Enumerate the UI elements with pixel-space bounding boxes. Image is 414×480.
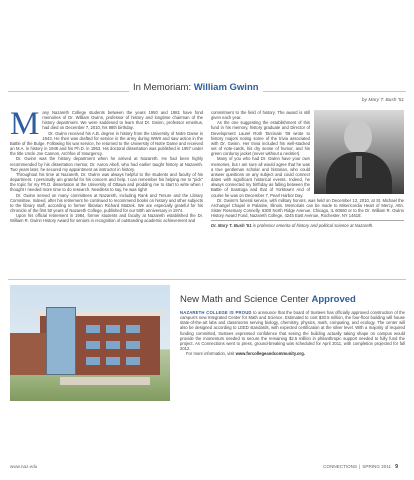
paragraph: Throughout his time at Nazareth, Dr. Gwinn was always helpful to the students and faculty of his department. I personally am grateful for his concern and help. I can remember his helping me to "pick" the topic for my Ph.D. dissertation at the University of Ottawa and prodding me to start to write when I thought I needed more time to do research. Needless to say, he was right! (10, 171, 203, 193)
author-note (211, 223, 404, 228)
footer-publication (323, 464, 398, 470)
paragraph: Dr. Gwinn served on many committees at Nazareth, including Rank and Tenure and the Library Committee. Indeed, after his retirement he continued to recommend books on history and other subjects to the library staff, according to former librarian Richard Matzek. We are especially grateful for his chronicle of the first 50 years of Nazareth College, published for our 50th anniversary in 1974. (10, 192, 203, 213)
building-window (126, 325, 140, 333)
paragraph: Many of you who had Dr. Gwinn have your own memories, but I am sure all would agree that he was a true gentleman scholar and historian, who could answer questions on any subject and could connect dates with significant historical events. Indeed, he always connected my birthday as falling between the Battle of Saratoga and that of Yorktown! And of course he was on December 7, Pearl Harbor Day. (211, 156, 310, 198)
author-note-text: is professor emerita of history and political science at Nazareth. (251, 223, 374, 229)
portrait-tie-shape (356, 156, 362, 178)
news-title (180, 294, 356, 305)
paragraph: As the one suggesting the establishment of this fund in his memory, history graduate and Director of Development Laurel Roth Tarcinale '08 wrote to history majors noting some of the trivia associated with Dr. Gwinn. Her trivia included his well-stacked set of note-cards, his dry sense of humor, and his green corduroy jacket (never without a necktie!). (211, 120, 310, 157)
building-glass-atrium (46, 307, 76, 375)
drop-cap: M (10, 106, 40, 142)
paragraph: Upon his official retirement in 1984, former students and faculty at Nazareth established the Dr. William R. Gwinn History Award for seniors in recognition of outstanding academic achievement and (10, 213, 203, 224)
building-window (106, 357, 120, 365)
paragraph: Dr. Gwinn received his A.B. degree in history from the University of Notre Dame in 1943. He then was drafted for service in the army during WWII and saw action in the Battle of the Bulge. Following his war service, he returned to the University of Notre Dame and received an M.A. in history in 1948 and his Ph.D. in 1953. His doctoral dissertation was published in 1957 under the title Uncle Joe Cannon, Archfoe of Insurgency. (10, 130, 203, 157)
page-number: 9 (395, 464, 398, 470)
author-note-name: Dr. Mary T. Bush '51 (211, 223, 252, 229)
news-title-prefix: New Math and Science Center (180, 294, 312, 305)
news-body (180, 310, 405, 356)
portrait-photo (314, 110, 404, 194)
page-footer (0, 462, 414, 474)
article-column-left (10, 106, 203, 224)
paragraph: Dr. Gwinn's funeral service, with military honors, was held on December 13, 2010, at St. Michael the Archangel Chapel in Palatine, Illinois. Memorials can be made to Misericordia Heart of Mercy, Attn. Sister Rosemary Connelly, 6300 North Ridge Avenue, Chicago, IL 60660 or to the Dr. William R. Gwinn History Award Fund, Nazareth College, 4245 East Avenue, Rochester, NY 14618. (211, 197, 404, 219)
walkway (60, 377, 150, 385)
building-window (106, 341, 120, 349)
building-rendering (10, 285, 170, 401)
news-more-prefix: For more information, visit (186, 351, 236, 357)
footer-separator: | (359, 464, 361, 469)
article-column-right (211, 110, 404, 228)
news-more-info (180, 351, 405, 356)
byline: by Mary T. Bush '51 (361, 98, 404, 103)
title-name: William Gwinn (193, 82, 259, 93)
news-title-accent: Approved (311, 294, 356, 305)
paragraph: Dr. Gwinn was the history department when he arrived at Nazareth. He had been highly recommended by his dissertation mentor, Dr. Aaron Abell, who had earlier taught history at Nazareth. Two years later, he secured my appointment as instructor in history. (10, 156, 203, 172)
footer-issue: SPRING 2011 (362, 464, 392, 469)
building-window (106, 325, 120, 333)
title-prefix: In Memoriam: (133, 82, 194, 93)
news-paragraph (180, 310, 405, 351)
building-window (86, 341, 100, 349)
section-divider (8, 279, 406, 280)
news-lead-text: to announce that the board of trustees has officially approved construction of the campus's new Integrated Center for Math and Science. Estimated to cost $30.5 million, the four-floor building will house state-of-the-art labs and classrooms serving biology, chemistry, physics, math, computing, and ecology. The center will also be designed according to LEED standards, with expected certification at the silver level. With a majority of required funding committed, trustees expressed confidence that seeing the building actually taking shape on campus would provide the momentum needed to secure the remaining $2.5 million in philanthropic support needed to fully fund the project. As Connections went to press, ground-breaking was scheduled for April 2011, with completion projected for fall 2012. (180, 310, 405, 352)
building-window (86, 325, 100, 333)
news-more-link[interactable]: www.forcollegeandcommunity.org. (235, 351, 305, 357)
article-title (129, 82, 263, 93)
news-lead-caps: NAZARETH COLLEGE IS PROUD (180, 310, 252, 315)
building-window (126, 341, 140, 349)
building-window (86, 357, 100, 365)
building-window (126, 357, 140, 365)
footer-publication-name: CONNECTIONS (323, 464, 358, 469)
paragraph: commitment to the field of history. The award is still given each year. (211, 110, 310, 121)
footer-url[interactable]: www.naz.edu (10, 464, 38, 469)
portrait-head-shape (344, 120, 372, 154)
building-wing (10, 333, 50, 375)
caption-rule (211, 220, 404, 221)
paragraph: any Nazareth College students between the years 1950 and 1981 have fond memories of Dr. William Gwinn, professor of history and longtime chairman of the history department. We were saddened to learn that Dr. Gwinn, professor emeritus, had died on December 7, 2010, his 88th birthday. (42, 110, 203, 131)
